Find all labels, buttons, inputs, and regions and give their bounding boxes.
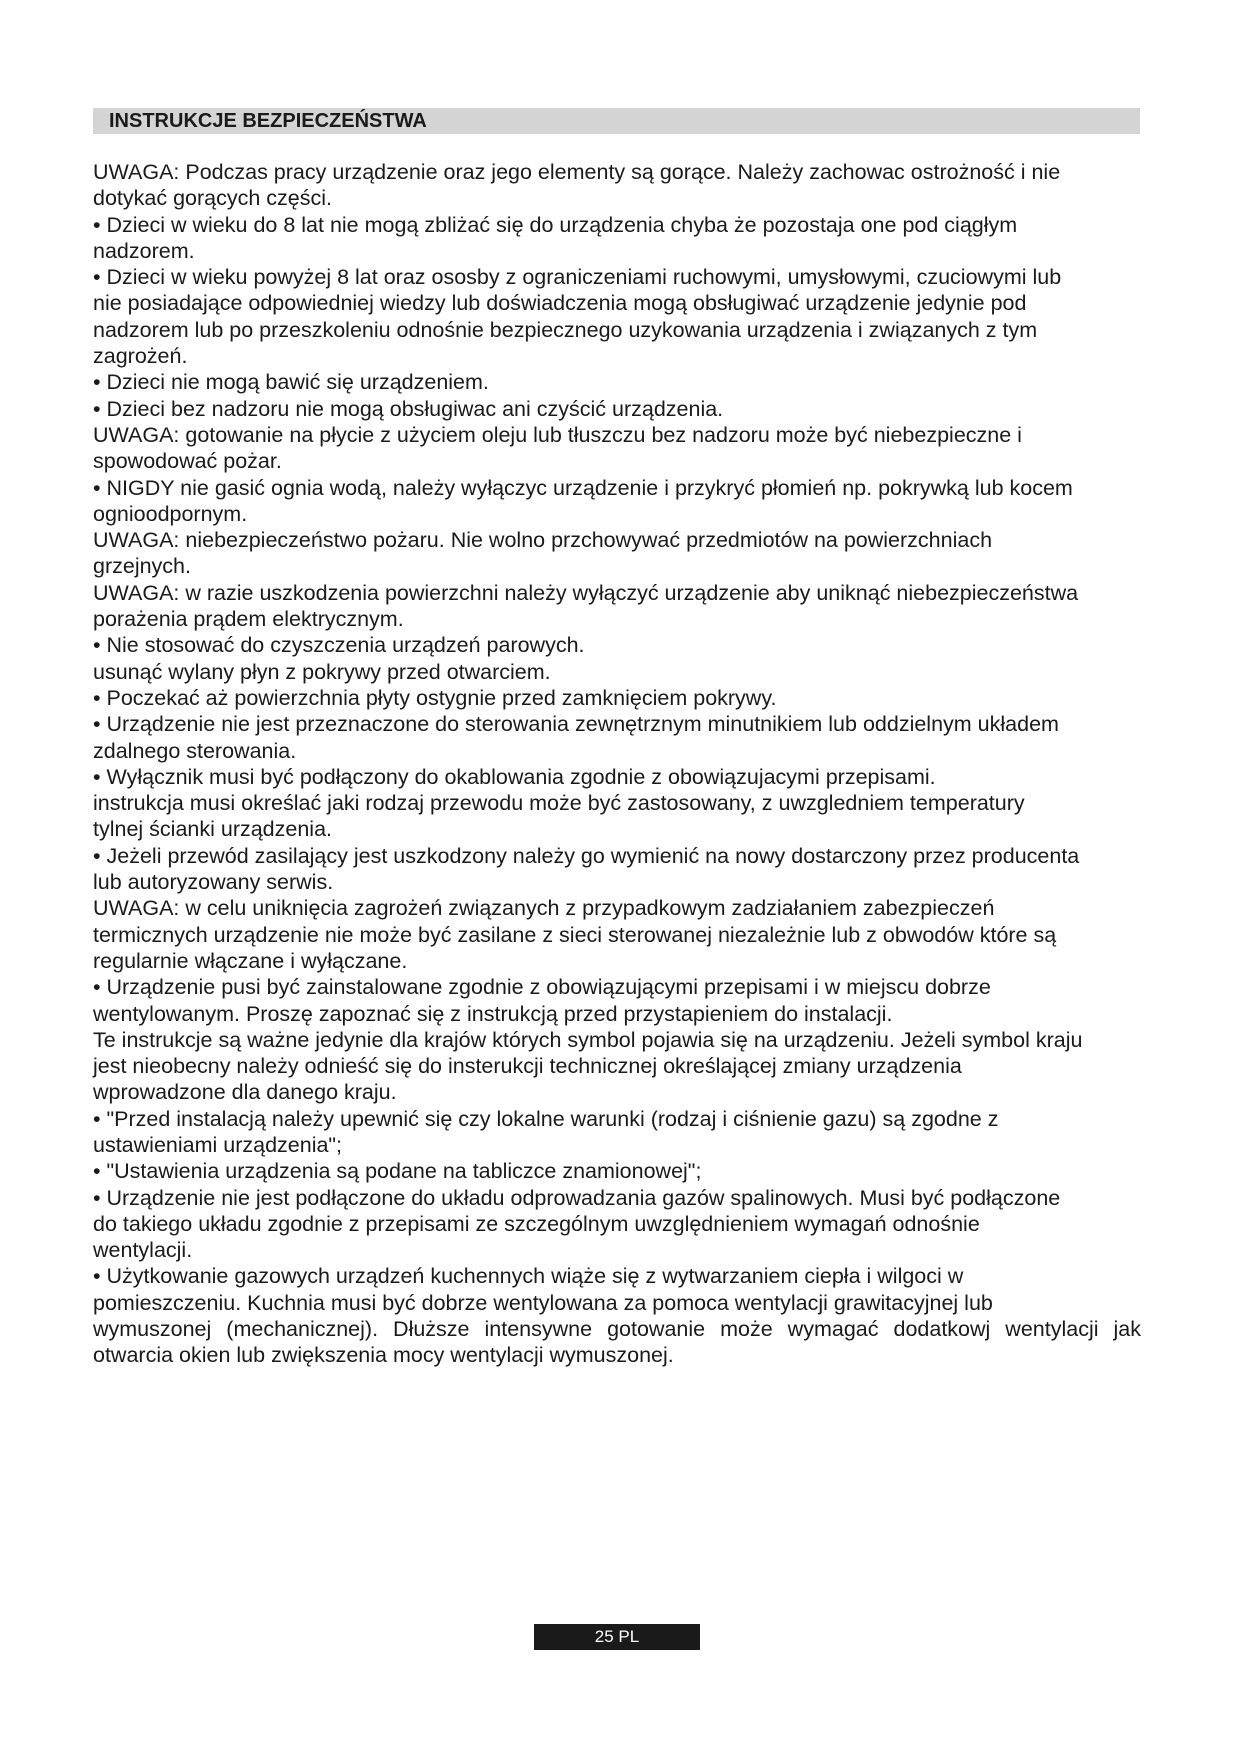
text-line: • Dzieci w wieku powyżej 8 lat oraz ososby z ograniczeniami ruchowymi, umysłowymi, czuciowymi lub bbox=[93, 265, 1062, 290]
text-line: • "Ustawienia urządzenia są podane na tabliczce znamionowej"; bbox=[93, 1159, 702, 1184]
text-line: nie posiadające odpowiedniej wiedzy lub doświadczenia mogą obsługiwać urządzenie jedynie pod bbox=[93, 291, 1027, 316]
safety-instructions-text bbox=[93, 159, 1173, 1369]
text-line: instrukcja musi określać jaki rodzaj przewodu może być zastosowany, z uwzgledniem temperatury bbox=[93, 791, 1025, 816]
text-line: UWAGA: gotowanie na płycie z użyciem oleju lub tłuszczu bez nadzoru może być niebezpieczne i bbox=[93, 422, 1022, 447]
text-line: wymuszonej (mechanicznej). Dłuższe intensywne gotowanie może wymagać dodatkowj wentylacji jak bbox=[93, 1317, 1141, 1342]
text-line: UWAGA: niebezpieczeństwo pożaru. Nie wolno przchowywać przedmiotów na powierzchniach bbox=[93, 528, 993, 553]
text-line: tylnej ścianki urządzenia. bbox=[93, 817, 333, 842]
text-line: • Dzieci nie mogą bawić się urządzeniem. bbox=[93, 370, 489, 395]
text-line: • Dzieci bez nadzoru nie mogą obsługiwac ani czyścić urządzenia. bbox=[93, 396, 724, 421]
text-line: UWAGA: w celu uniknięcia zagrożeń związanych z przypadkowym zadziałaniem zabezpieczeń bbox=[93, 896, 995, 921]
text-line: nadzorem. bbox=[93, 238, 195, 263]
text-line: • Urządzenie pusi być zainstalowane zgodnie z obowiązującymi przepisami i w miejscu dobrze bbox=[93, 975, 991, 1000]
text-line: wprowadzone dla danego kraju. bbox=[93, 1080, 397, 1105]
text-line: • Użytkowanie gazowych urządzeń kuchennych wiąże się z wytwarzaniem ciepła i wilgoci w bbox=[93, 1264, 964, 1289]
text-line: • Poczekać aż powierzchnia płyty ostygnie przed zamknięciem pokrywy. bbox=[93, 685, 777, 710]
text-line: wentylowanym. Proszę zapoznać się z instrukcją przed przystapieniem do instalacji. bbox=[93, 1001, 893, 1026]
section-title: INSTRUKCJE BEZPIECZEŃSTWA bbox=[93, 108, 1140, 134]
text-line: UWAGA: w razie uszkodzenia powierzchni należy wyłączyć urządzenie aby uniknąć niebezpieczeństwa bbox=[93, 580, 1079, 605]
text-line: spowodować pożar. bbox=[93, 449, 282, 474]
page-number: 25 PL bbox=[534, 1624, 700, 1650]
text-line: jest nieobecny należy odnieść się do insterukcji technicznej określającej zmiany urządzenia bbox=[93, 1054, 962, 1079]
text-line: • Wyłącznik musi być podłączony do okablowania zgodnie z obowiązujacymi przepisami. bbox=[93, 764, 936, 789]
text-line: pomieszczeniu. Kuchnia musi być dobrze wentylowana za pomoca wentylacji grawitacyjnej lub bbox=[93, 1290, 993, 1315]
text-line: • Nie stosować do czyszczenia urządzeń parowych. bbox=[93, 633, 585, 658]
text-line: porażenia prądem elektrycznym. bbox=[93, 607, 404, 632]
text-line: regularnie włączane i wyłączane. bbox=[93, 948, 408, 973]
text-line: zdalnego sterowania. bbox=[93, 738, 297, 763]
text-line: zagrożeń. bbox=[93, 344, 188, 369]
text-line: ustawieniami urządzenia"; bbox=[93, 1132, 343, 1157]
text-line: lub autoryzowany serwis. bbox=[93, 870, 334, 895]
text-line: Te instrukcje są ważne jedynie dla krajów których symbol pojawia się na urządzeniu. Jeżeli symbol kraju bbox=[93, 1027, 1083, 1052]
text-line: termicznych urządzenie nie może być zasilane z sieci sterowanej niezależnie lub z obwodów które są bbox=[93, 922, 1057, 947]
text-line: UWAGA: Podczas pracy urządzenie oraz jego elementy są gorące. Należy zachowac ostrożność i nie bbox=[93, 160, 1061, 184]
text-line: • Dzieci w wieku do 8 lat nie mogą zbliżać się do urządzenia chyba że pozostaja one pod ciągłym bbox=[93, 212, 1018, 237]
text-line: wentylacji. bbox=[93, 1238, 193, 1263]
text-line: dotykać gorących części. bbox=[93, 186, 332, 211]
text-line: • Urządzenie nie jest przeznaczone do sterowania zewnętrznym minutnikiem lub oddzielnym układem bbox=[93, 712, 1059, 737]
text-line: • NIGDY nie gasić ognia wodą, należy wyłączyc urządzenie i przykryć płomień np. pokrywką lub kocem bbox=[93, 475, 1073, 500]
text-line: • "Przed instalacją należy upewnić się czy lokalne warunki (rodzaj i ciśnienie gazu) są zgodne z bbox=[93, 1106, 999, 1131]
text-line: usunąć wylany płyn z pokrywy przed otwarciem. bbox=[93, 659, 551, 684]
text-line: ognioodpornym. bbox=[93, 501, 248, 526]
text-line: grzejnych. bbox=[93, 554, 191, 579]
text-line: • Jeżeli przewód zasilający jest uszkodzony należy go wymienić na nowy dostarczony przez producenta bbox=[93, 843, 1080, 868]
text-line: otwarcia okien lub zwiększenia mocy wentylacji wymuszonej. bbox=[93, 1343, 674, 1368]
text-line: • Urządzenie nie jest podłączone do układu odprowadzania gazów spalinowych. Musi być podłączone bbox=[93, 1185, 1061, 1210]
text-line: nadzorem lub po przeszkoleniu odnośnie bezpiecznego uzykowania urządzenia i związanych z tym bbox=[93, 317, 1038, 342]
text-line: do takiego układu zgodnie z przepisami ze szczególnym uwzględnieniem wymagań odnośnie bbox=[93, 1211, 980, 1236]
